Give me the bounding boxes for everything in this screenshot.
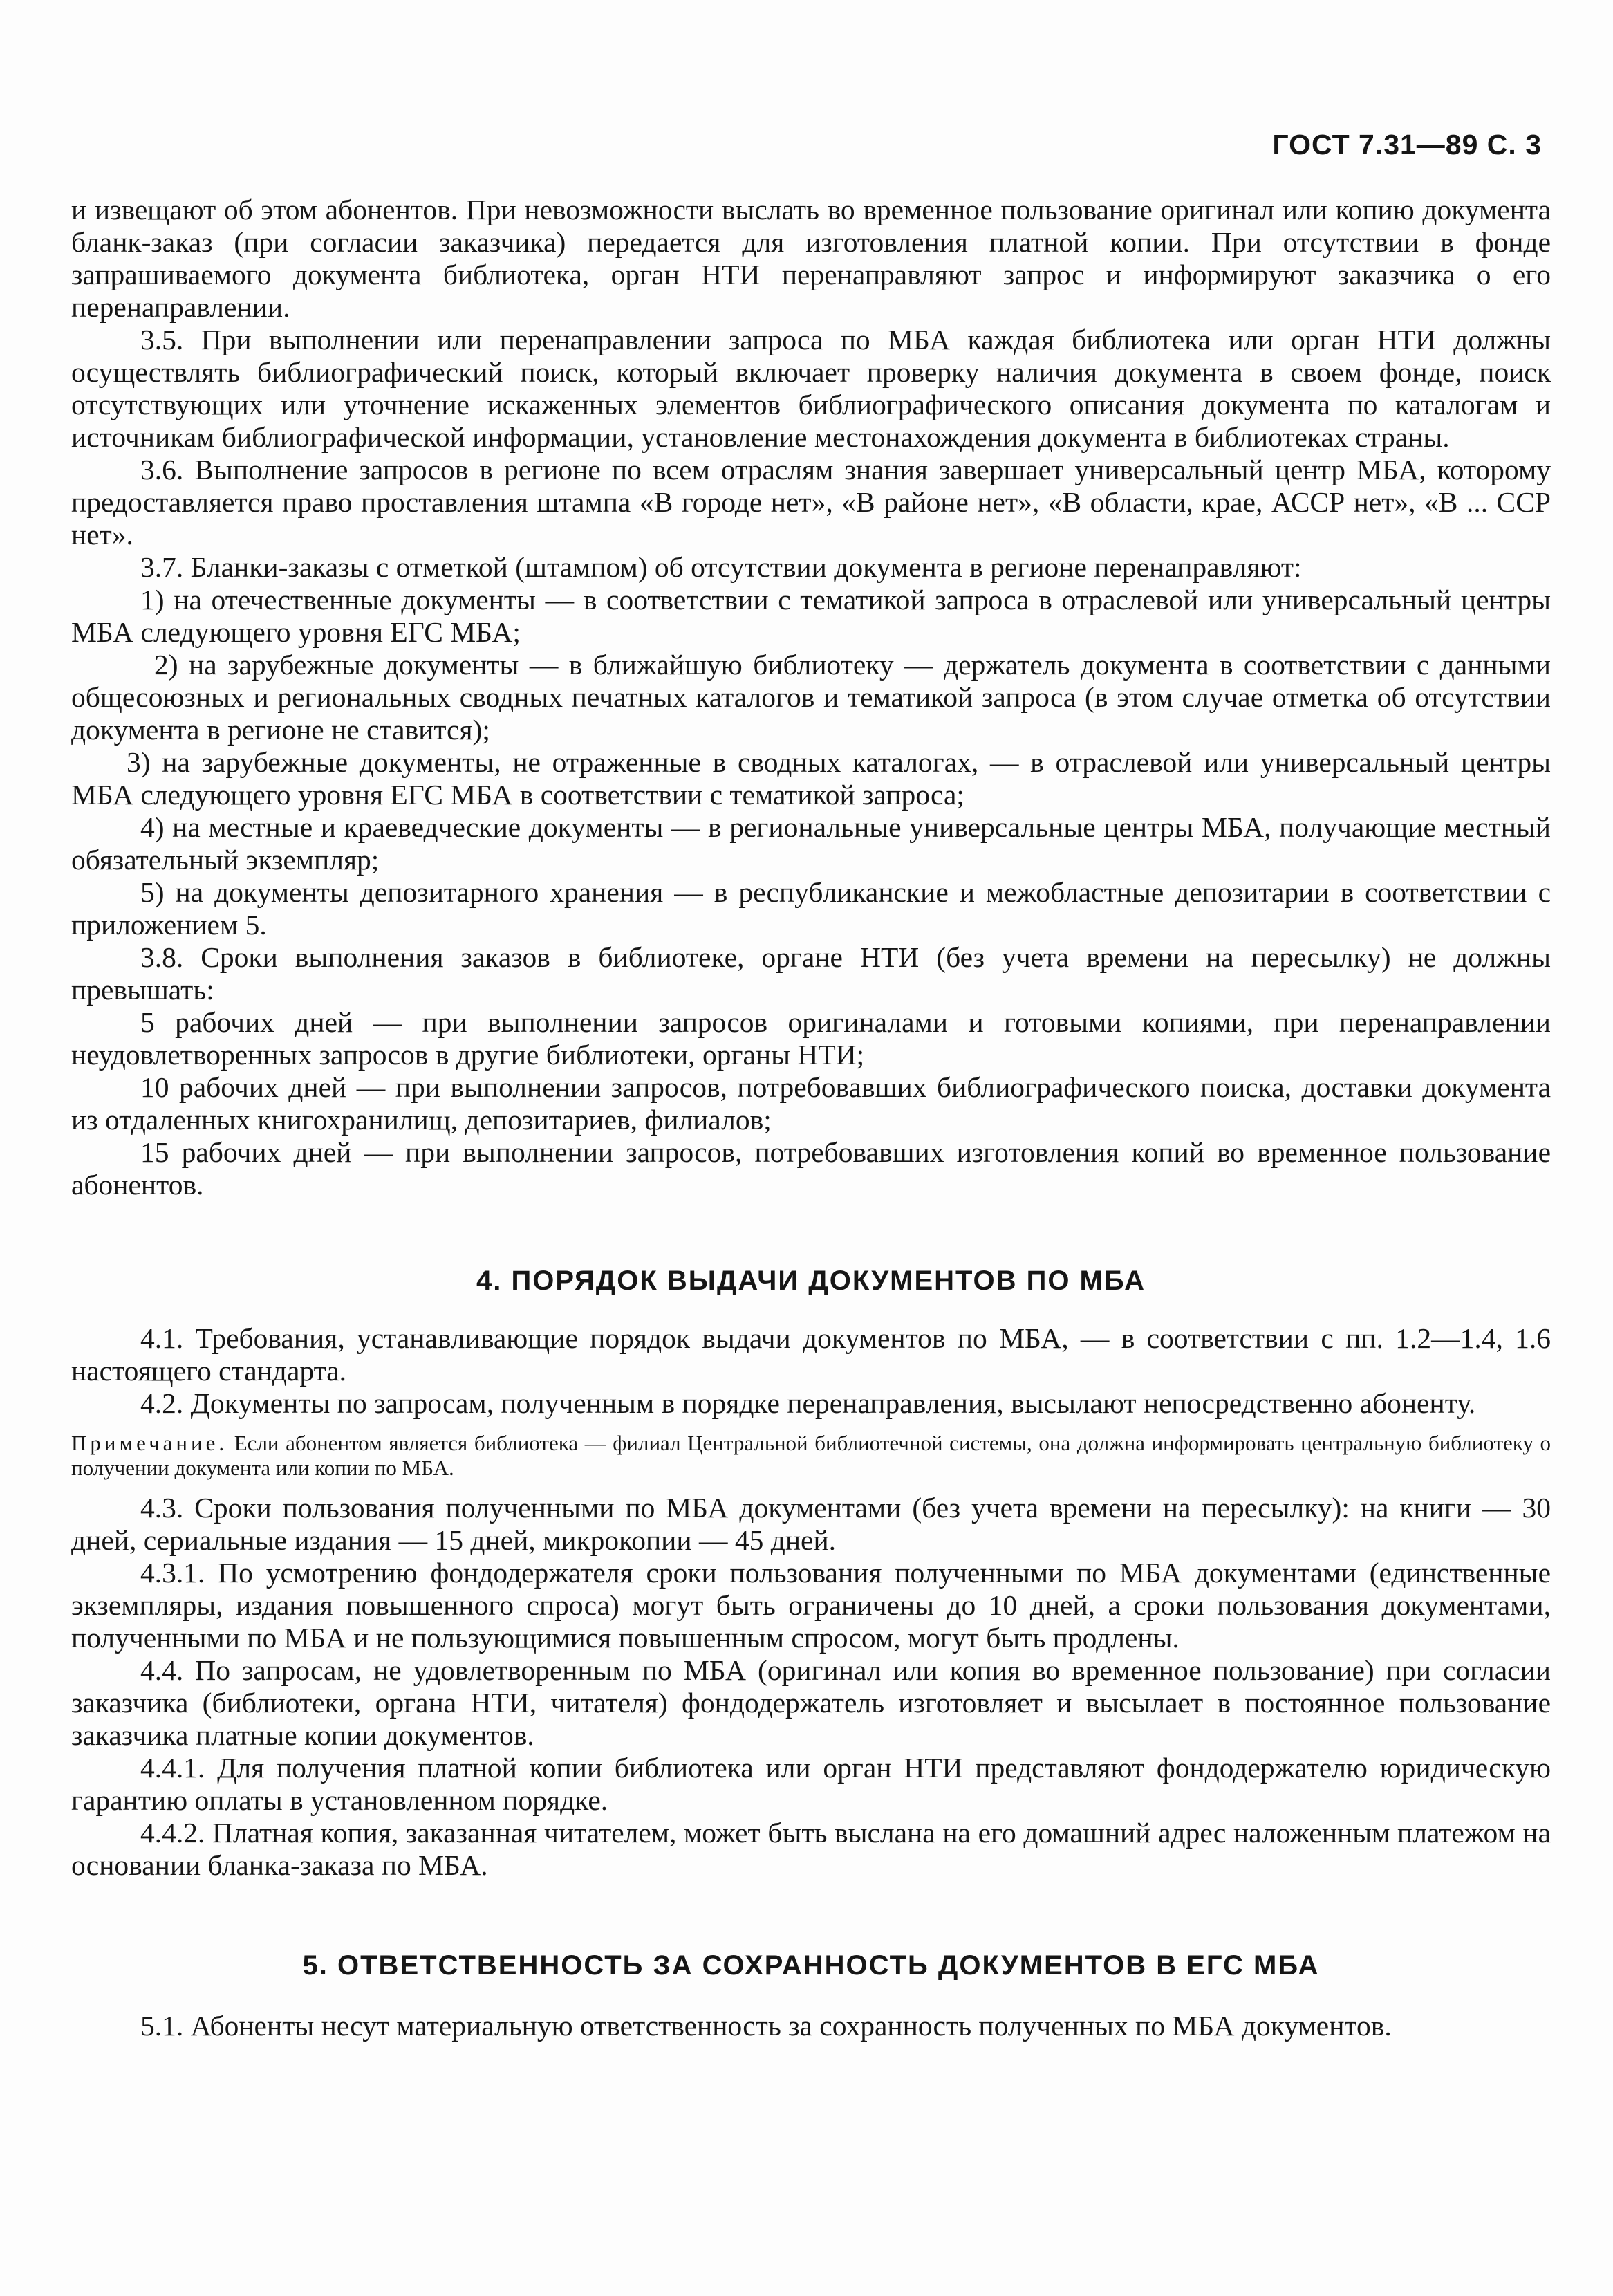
paragraph-4-1: 4.1. Требования, устанавливающие порядок выдачи документов по МБА, — в соответствии с пп. 1.2—1.4, 1.6 настоящего стандарта.: [71, 1322, 1551, 1387]
paragraph-3-5: 3.5. При выполнении или перенаправлении запроса по МБА каждая библиотека или орган НТИ должны осуществлять библиографический поиск, который включает проверку наличия документа в своем фонде, поиск отсутствующих или уточнение искаженных элементов библиографического описания документа по каталогам и источникам библиографической информации, установление местонахождения документа в библиотеках страны.: [71, 324, 1551, 453]
paragraph-5-1: 5.1. Абоненты несут материальную ответственность за сохранность полученных по МБА документов.: [140, 2010, 1392, 2042]
paragraph-3-7: 3.7. Бланки-заказы с отметкой (штампом) об отсутствии документа в регионе перенаправляют:: [140, 551, 1302, 583]
paragraph-4-2: 4.2. Документы по запросам, полученным в порядке перенаправления, высылают непосредственно абоненту.: [140, 1387, 1476, 1419]
page-header: ГОСТ 7.31—89 С. 3: [1272, 129, 1542, 160]
list-item-3-8-b: 10 рабочих дней — при выполнении запросов, потребовавших библиографического поиска, доставки документа из отдаленных книгохранилищ, депозитариев, филиалов;: [71, 1071, 1551, 1136]
list-item-3-7-3: 3) на зарубежные документы, не отраженные в сводных каталогах, — в отраслевой или универсальный центры МБА следующего уровня ЕГС МБА в соответствии с тематикой запроса;: [71, 746, 1551, 811]
paragraph-4-4-1: 4.4.1. Для получения платной копии библиотека или орган НТИ представляют фондодержателю юридическую гарантию оплаты в установленном порядке.: [71, 1752, 1551, 1816]
paragraph-4-4-2: 4.4.2. Платная копия, заказанная читателем, может быть выслана на его домашний адрес наложенным платежом на основании бланка-заказа по МБА.: [71, 1817, 1551, 1881]
paragraph-intro: и извещают об этом абонентов. При невозможности выслать во временное пользование оригинал или копию документа бланк-заказ (при согласии заказчика) передается для изготовления платной копии. При отсутствии в фонде запрашиваемого документа библиотека, орган НТИ перенаправляют запрос и информируют заказчика о его перенаправлении.: [71, 194, 1551, 323]
section-heading-5: 5. ОТВЕТСТВЕННОСТЬ ЗА СОХРАННОСТЬ ДОКУМЕНТОВ В ЕГС МБА: [302, 1950, 1320, 1981]
list-item-3-8-c: 15 рабочих дней — при выполнении запросов, потребовавших изготовления копий во временное пользование абонентов.: [71, 1136, 1551, 1201]
paragraph-3-8: 3.8. Сроки выполнения заказов в библиотеке, органе НТИ (без учета времени на пересылку) не должны превышать:: [71, 941, 1551, 1006]
paragraph-3-6: 3.6. Выполнение запросов в регионе по всем отраслям знания завершает универсальный центр МБА, которому предоставляется право проставления штампа «В городе нет», «В районе нет», «В области, крае, АССР нет», «В ... ССР нет».: [71, 454, 1551, 550]
list-item-3-8-a: 5 рабочих дней — при выполнении запросов оригиналами и готовыми копиями, при перенаправлении неудовлетворенных запросов в другие библиотеки, органы НТИ;: [71, 1006, 1551, 1071]
paragraph-4-3-1: 4.3.1. По усмотрению фондодержателя сроки пользования полученными по МБА документами (единственные экземпляры, издания повышенного спроса) могут быть ограничены до 10 дней, а сроки пользования документами, полученными по МБА и не пользующимися повышенным спросом, могут быть продлены.: [71, 1557, 1551, 1654]
paragraph-4-4: 4.4. По запросам, не удовлетворенным по МБА (оригинал или копия во временное пользование) при согласии заказчика (библиотеки, органа НТИ, читателя) фондодержатель изготовляет и высылает в постоянное пользование заказчика платные копии документов.: [71, 1654, 1551, 1751]
list-item-3-7-4: 4) на местные и краеведческие документы — в региональные универсальные центры МБА, получающие местный обязательный экземпляр;: [71, 811, 1551, 876]
note-text: Если абонентом является библиотека — филиал Центральной библиотечной системы, она должна информировать центральную библиотеку о получении документа или копии по МБА.: [71, 1431, 1551, 1480]
note: [71, 1431, 1551, 1481]
list-item-3-7-2: 2) на зарубежные документы — в ближайшую библиотеку — держатель документа в соответствии с данными общесоюзных и региональных сводных печатных каталогов и тематикой запроса (в этом случае отметка об отсутствии документа в регионе не ставится);: [71, 649, 1551, 746]
paragraph-4-3: 4.3. Сроки пользования полученными по МБА документами (без учета времени на пересылку): на книги — 30 дней, сериальные издания — 15 дней, микрокопии — 45 дней.: [71, 1492, 1551, 1556]
note-label: Примечание.: [71, 1431, 228, 1455]
section-heading-4: 4. ПОРЯДОК ВЫДАЧИ ДОКУМЕНТОВ ПО МБА: [476, 1266, 1146, 1296]
list-item-3-7-5: 5) на документы депозитарного хранения — в республиканские и межобластные депозитарии в соответствии с приложением 5.: [71, 876, 1551, 941]
list-item-3-7-1: 1) на отечественные документы — в соответствии с тематикой запроса в отраслевой или универсальный центры МБА следующего уровня ЕГС МБА;: [71, 584, 1551, 648]
document-body: [71, 194, 1551, 2042]
